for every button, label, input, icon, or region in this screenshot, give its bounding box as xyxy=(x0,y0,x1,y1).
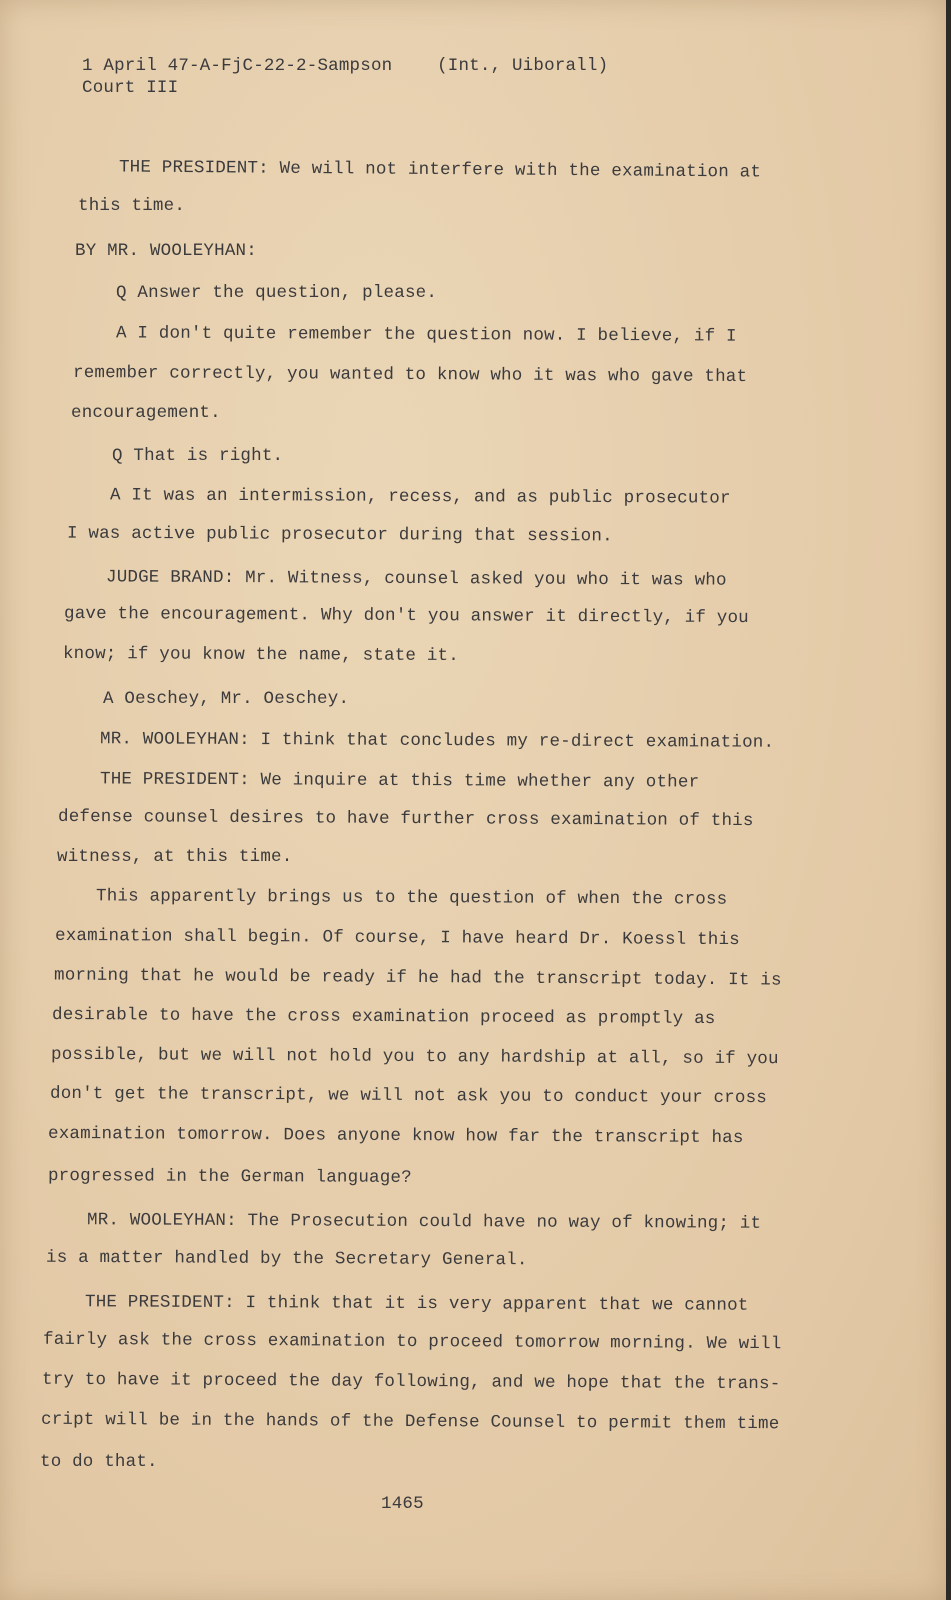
text-line: encouragement. xyxy=(71,403,221,423)
header-court: Court III xyxy=(82,78,179,98)
header-line-1 xyxy=(82,56,608,76)
page-edge xyxy=(946,0,951,1600)
text-line: remember correctly, you wanted to know who it was who gave that xyxy=(72,362,748,388)
text-line: gave the encouragement. Why don't you answer it directly, if you xyxy=(63,603,749,629)
text-line: progressed in the German language? xyxy=(47,1166,412,1188)
text-line: Q Answer the question, please. xyxy=(116,283,438,303)
text-line: JUDGE BRAND: Mr. Witness, counsel asked you who it was who xyxy=(105,567,727,591)
text-line: A I don't quite remember the question now. I believe, if I xyxy=(115,323,737,347)
text-line: BY MR. WOOLEYHAN: xyxy=(75,241,257,261)
text-line: this time. xyxy=(78,196,186,216)
text-line: THE PRESIDENT: We inquire at this time whether any other xyxy=(99,769,700,793)
text-line: defense counsel desires to have further cross examination of this xyxy=(57,806,754,832)
text-line: I was active public prosecutor during that session. xyxy=(66,523,613,547)
text-line: to do that. xyxy=(40,1452,158,1472)
text-line: morning that he would be ready if he had the transcript today. It is xyxy=(53,965,782,991)
text-line: don't get the transcript, we will not ask you to conduct your cross xyxy=(49,1083,768,1109)
text-line: try to have it proceed the day following, and we hope that the trans- xyxy=(41,1369,781,1395)
text-line: MR. WOOLEYHAN: I think that concludes my re-direct examination. xyxy=(99,729,775,753)
text-line: is a matter handled by the Secretary General. xyxy=(45,1247,528,1271)
text-line: THE PRESIDENT: We will not interfere with the examination at xyxy=(118,157,762,183)
text-line: examination tomorrow. Does anyone know how far the transcript has xyxy=(47,1123,744,1149)
text-line: desirable to have the cross examination proceed as promptly as xyxy=(51,1004,716,1030)
text-line: MR. WOOLEYHAN: The Prosecution could have no way of knowing; it xyxy=(86,1210,762,1234)
text-line: know; if you know the name, state it. xyxy=(62,643,460,667)
text-line: witness, at this time. xyxy=(57,847,293,867)
page-number: 1465 xyxy=(381,1494,424,1514)
text-line: THE PRESIDENT: I think that it is very apparent that we cannot xyxy=(84,1292,749,1316)
text-line: A It was an intermission, recess, and as public prosecutor xyxy=(109,485,731,509)
header-interpreters: (Int., Uiborall) xyxy=(437,56,609,76)
text-line: cript will be in the hands of the Defense Counsel to permit them time xyxy=(40,1409,780,1435)
text-line: fairly ask the cross examination to proceed tomorrow morning. We will xyxy=(42,1329,782,1355)
text-line: This apparently brings us to the question of when the cross xyxy=(95,886,728,910)
text-line: examination shall begin. Of course, I have heard Dr. Koessl this xyxy=(54,925,740,951)
text-line: A Oeschey, Mr. Oeschey. xyxy=(103,689,350,709)
header-reference: 1 April 47-A-FjC-22-2-Sampson xyxy=(82,56,393,76)
text-line: possible, but we will not hold you to any hardship at all, so if you xyxy=(50,1044,779,1070)
text-line: Q That is right. xyxy=(112,446,284,466)
